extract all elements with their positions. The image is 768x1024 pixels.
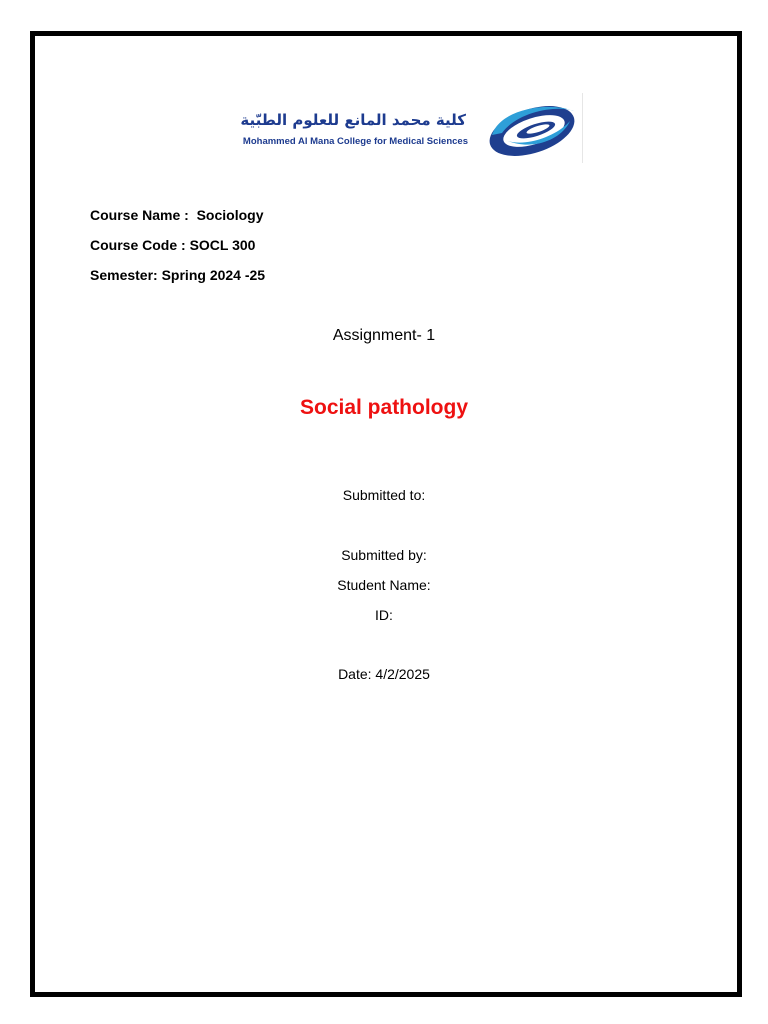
submission-date: Date: 4/2/2025	[338, 666, 430, 682]
submitted-by: Submitted by:	[341, 547, 427, 563]
college-name-arabic: كلية محمد المانع للعلوم الطبّية	[240, 111, 466, 129]
submitted-to: Submitted to:	[342, 487, 426, 503]
logo-divider	[582, 93, 583, 163]
document-title: Social pathology	[299, 396, 469, 419]
assignment-label: Assignment- 1	[332, 327, 436, 344]
student-name: Student Name:	[337, 577, 431, 593]
college-swirl-logo-icon	[478, 95, 582, 161]
semester: Semester: Spring 2024 -25	[90, 267, 266, 283]
college-logo	[180, 93, 584, 163]
course-code: Course Code : SOCL 300	[90, 237, 256, 253]
college-name-english: Mohammed Al Mana College for Medical Sciences	[242, 136, 468, 147]
student-id: ID:	[375, 607, 393, 623]
course-name: Course Name : Sociology	[90, 207, 264, 223]
page-border	[30, 31, 742, 997]
